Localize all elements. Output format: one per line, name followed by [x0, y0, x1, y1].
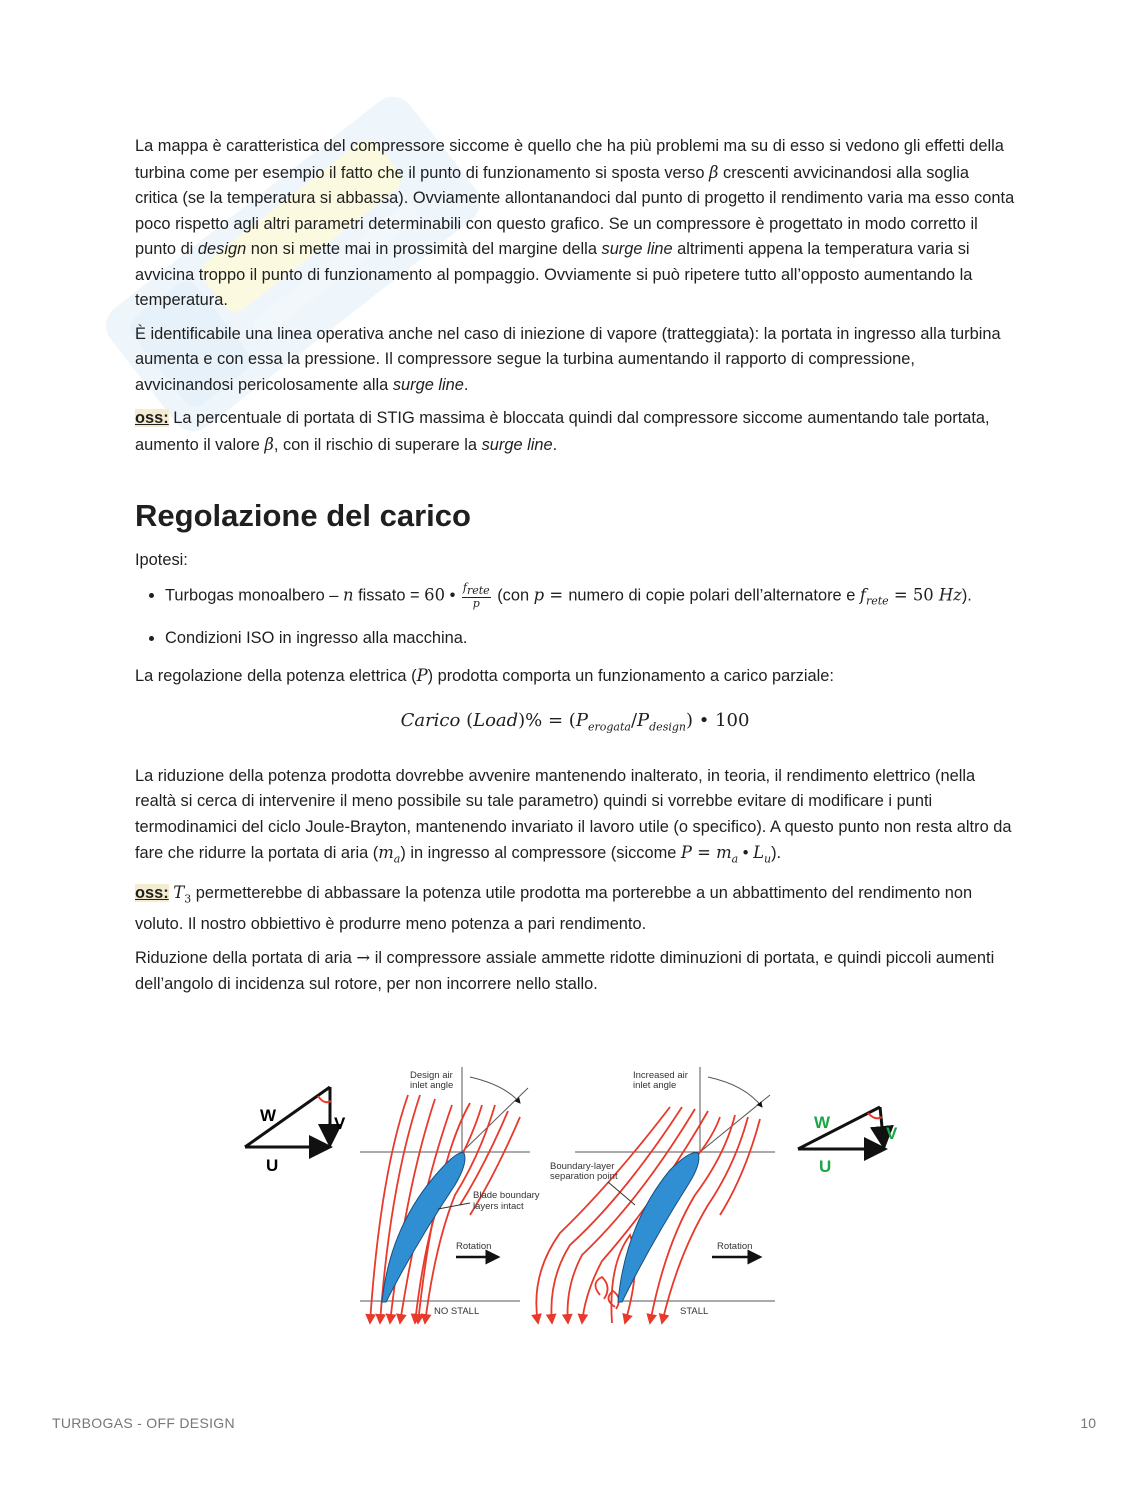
increased-angle-label-1: Increased air [633, 1070, 688, 1081]
label-w-green: W [814, 1113, 831, 1132]
footer-title: TURBOGAS - OFF DESIGN [52, 1415, 235, 1431]
rotation-label-right: Rotation [717, 1241, 753, 1252]
stall-figure [230, 1055, 920, 1340]
load-formula: Carico (Load)% = $(P_{erogata}/P_{design})$ • 100 [400, 709, 750, 734]
paragraph-steam-injection: È identificabile una linea operativa anche nel caso di iniezione di vapore (tratteggiata): la portata in ingresso alla turbina aumenta e con essa la pressione. Il compressore segue la turbina aumentando il rapporto di compressione, avvicinandosi pericolosamente alla surge line. [135, 324, 1001, 394]
design-angle-label-2: inlet angle [410, 1080, 454, 1091]
separation-label-1: Boundary-layer [550, 1161, 615, 1172]
section-heading: Regolazione del carico [135, 498, 471, 533]
increased-angle-label-2: inlet angle [633, 1080, 677, 1091]
list-item: • Turbogas monoalbero – n fissato = 60 • $\frac{f_{rete}}{p}$ (con p = numero di copie polari dell’alternatore e $f_{rete} = 50$ Hz). [165, 582, 1015, 614]
paragraph-oss-t3: oss: $T_3$ permetterebbe di abbassare la potenza utile prodotta ma porterebbe a un abbattimento del rendimento non voluto. Il nostro obbiettivo è produrre meno potenza a pari rendimento. [135, 883, 973, 933]
stall-caption: STALL [680, 1306, 709, 1317]
blade-label-2: layers intact [473, 1201, 524, 1212]
fraction-frete-over-p: $\frac{f_{rete}}{p}$ [462, 580, 490, 610]
oss-label: oss: [135, 884, 169, 903]
document-body [135, 134, 1015, 1005]
rotation-label-left: Rotation [456, 1241, 492, 1252]
oss-label: oss: [135, 409, 169, 427]
separation-label-2: separation point [550, 1171, 618, 1182]
stall-panel [536, 1067, 775, 1323]
design-angle-label-1: Design air [410, 1070, 453, 1081]
list-item: • Condizioni ISO in ingresso alla macchina. [165, 626, 1015, 652]
paragraph-compressor-map: La mappa è caratteristica del compressore siccome è quello che ha più problemi ma su di esso si vedono gli effetti della turbina come per esempio il fatto che il punto di funzionamento si sposta verso β crescenti avvicinandosi alla soglia critica (se la temperatura si abbassa). Ovviamente allontanandoci dal punto di progetto il rendimento varia ma esso conta poco rispetto agli altri parametri determinabili con questo grafico. Se un compressore è progettato in modo corretto il punto di design non si mette mai in prossimità del margine della surge line altrimenti appena la temperatura varia si avvicina troppo il punto di funzionamento al pompaggio. Ovviamente si può ripetere tutto all’opposto aumentando la temperatura. [135, 137, 1015, 309]
paragraph-regulation: La regolazione della potenza elettrica (P) prodotta comporta un funzionamento a carico parziale: [135, 666, 834, 686]
page-number: 10 [1080, 1415, 1096, 1431]
paragraph-flow-reduction: Riduzione della portata di aria → il compressore assiale ammette ridotte diminuzioni di portata, e quindi piccoli aumenti dell’angolo di incidenza sul rotore, per non incorrere nello stallo. [135, 948, 995, 993]
label-v: V [334, 1114, 346, 1133]
velocity-triangle-right [798, 1107, 898, 1176]
label-u: U [266, 1156, 279, 1175]
paragraph-power-reduction: La riduzione della potenza prodotta dovrebbe avvenire mantenendo inalterato, in teoria, il rendimento elettrico (nella realtà si cerca di intervenire il meno possibile su tale parametro) quindi si vorrebbe evitare di modificare i punti termodinamici del ciclo Joule-Brayton, mantenendo invariato il lavoro utile (o specifico). A questo punto non resta altro da fare che ridurre la portata di aria $(m_a)$ in ingresso al compressore (siccome $P = m_a$ • $L_u$). [135, 766, 1012, 866]
ipotesi-label: Ipotesi: [135, 551, 188, 569]
paragraph-oss-stig: oss: La percentuale di portata di STIG massima è bloccata quindi dal compressore siccome aumentando tale portata, aumento il valore β, con il rischio di superare la surge line. [135, 409, 990, 454]
label-v-green: V [886, 1124, 898, 1143]
no-stall-panel [360, 1067, 540, 1323]
hypotheses-list [135, 582, 1015, 652]
velocity-triangle-left [245, 1087, 346, 1175]
no-stall-caption: NO STALL [434, 1306, 480, 1317]
label-u-green: U [819, 1157, 832, 1176]
label-w: W [260, 1106, 277, 1125]
blade-label-1: Blade boundary [473, 1190, 540, 1201]
